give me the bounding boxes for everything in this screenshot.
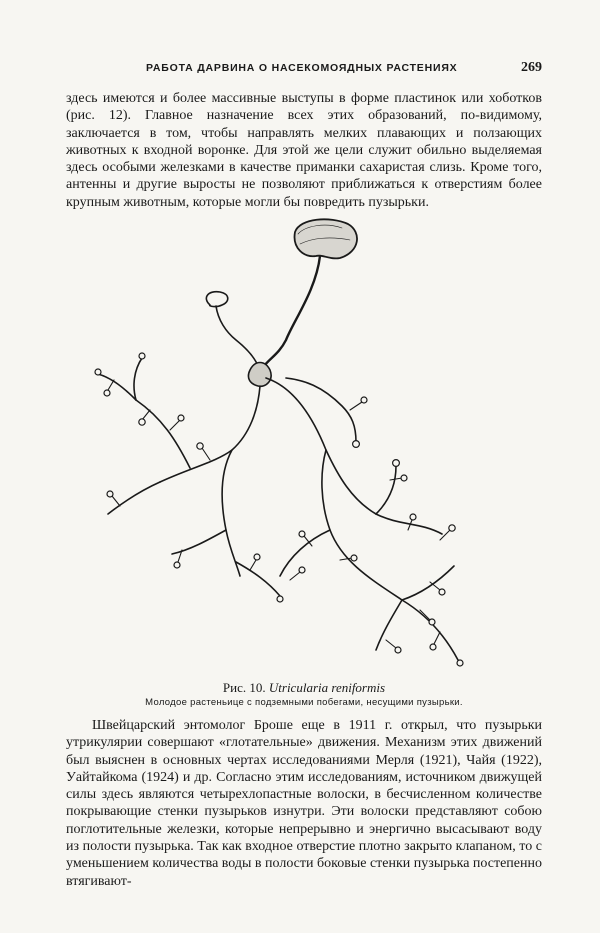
page-number: 269 xyxy=(521,60,542,75)
caption-prefix: Рис. 10. xyxy=(222,680,266,695)
caption-species: Utricularia reniformis xyxy=(268,680,386,695)
running-head: РАБОТА ДАРВИНА О НАСЕКОМОЯДНЫХ РАСТЕНИЯХ xyxy=(146,62,458,74)
plant-illustration xyxy=(90,210,510,680)
page-header xyxy=(66,60,542,80)
body-paragraph-top: здесь имеются и более массивные выступы в форме пластинок или хоботков (рис. 12). Главное назначение всех этих образований, по-видимому, заключается в том, чтобы направлять мелких плавающих и ползающих животных к входной воронке. Для этой же цели служит обильно выделяемая здесь особыми железками в качестве приманки сахаристая слизь. Кроме того, антенны и другие выросты не позволяют приближаться к отверстиям более крупным животным, которые могли бы повредить пузырьки. xyxy=(66,91,542,210)
figure-caption xyxy=(66,680,542,696)
body-paragraph-bottom: Швейцарский энтомолог Броше еще в 1911 г. открыл, что пузырьки утрикулярии совершают «глотательные» движения. Механизм этих движений был выяснен в основных чертах исследованиями Мерля (1921), Чайя (1922), Уайтайкома (1924) и др. Согласно этим исследованиям, источником движущей силы здесь являются четырехлопастные волоски, в бесчисленном количестве покрывающие стенки пузырьков изнутри. Эти волоски представляют собою поглотительные железки, которые непрерывно и энергично высасывают воду из полости пузырька. Так как входное отверстие плотно закрыто клапаном, то с уменьшением количества воды в полости боковые стенки пузырька постепенно втягивают- xyxy=(66,718,542,889)
caption-subtitle: Молодое растеньице с подземными побегами, несущими пузырьки. xyxy=(145,697,463,708)
